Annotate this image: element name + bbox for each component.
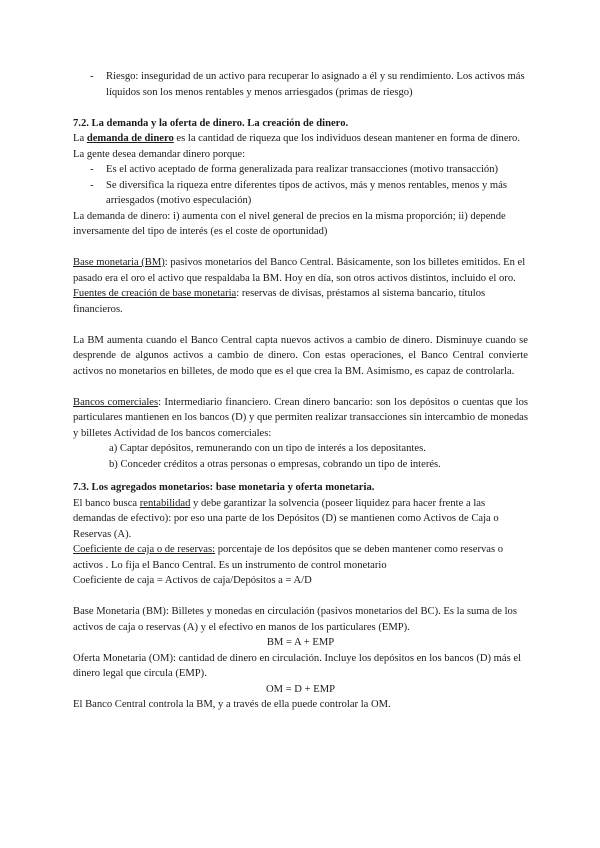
document-page: [73, 69, 528, 713]
intro-prefix: La: [73, 133, 87, 144]
risk-list-item: [73, 69, 528, 100]
reserve-ratio-text: porcentaje de los depósitos que se deben mantener como reservas o activos . Lo fija el Banco Central. Es un instrumento de control monetario: [73, 544, 504, 571]
transaction-motive: Es el activo aceptado de forma generalizada para realizar transacciones (motivo transacción): [106, 164, 499, 175]
list-item: [73, 162, 528, 178]
list-dash: -: [90, 71, 94, 82]
risk-definition: Riesgo: inseguridad de un activo para recuperar lo asignado a él y su rendimiento. Los activos más líquidos son los menos rentables y menos arriesgados (primas de riesgo): [106, 71, 525, 98]
bank-activity-b: b) Conceder créditos a otras personas o empresas, cobrando un tipo de interés.: [109, 458, 441, 470]
commercial-banks-text: : Intermediario financiero. Crean dinero bancario: son los depósitos o cuentas que los particulares mantienen en los bancos (D) y que permiten realizar transacciones sin intercambio de monedas y billetes Actividad de los bancos comerciales:: [73, 396, 529, 439]
sources-term: Fuentes de creación de base monetaria: [73, 288, 237, 299]
money-demand-intro: [73, 131, 528, 162]
monetary-base-aggregate-definition: Base Monetaria (BM): Billetes y monedas en circulación (pasivos monetarios del BC). Es la suma de los activos de caja o reservas (A) y el efectivo en manos de los particulares (EMP).: [73, 606, 517, 633]
profitability-term: rentabilidad: [139, 497, 191, 509]
monetary-base-term: Base monetaria (BM): [73, 257, 165, 268]
section-7-3-title: 7.3. Los agregados monetarios: base monetaria y oferta monetaria.: [73, 482, 375, 493]
bank-prefix: El banco busca: [73, 497, 140, 509]
money-supply-definition: Oferta Monetaria (OM): cantidad de dinero en circulación. Incluye los depósitos en los bancos (D) más el dinero legal que circula (EMP).: [73, 652, 522, 679]
intro-suffix: es la cantidad de riqueza que los individuos desean mantener en forma de dinero. La gente desea demandar dinero porque:: [73, 133, 520, 160]
list-item: [73, 178, 528, 209]
monetary-base-text: : pasivos monetarios del Banco Central. Básicamente, son los billetes emitidos. En el pasado era el oro el activo que respaldaba la BM. Hoy en día, son otros activos distintos, incluido el oro.: [73, 257, 526, 284]
bank-suffix: y debe garantizar la solvencia (poseer liquidez para hacer frente a las demandas de efectivo): por eso una parte de los Depósitos (D) se mantienen como Activos de Caja o Reservas (A).: [73, 497, 499, 540]
list-dash: -: [90, 164, 94, 175]
central-bank-control: El Banco Central controla la BM, y a través de ella puede controlar la OM.: [73, 699, 391, 710]
commercial-banks-term: Bancos comerciales: [73, 396, 159, 408]
bank-solvency-paragraph: [73, 496, 528, 543]
om-formula: OM = D + EMP: [265, 683, 336, 695]
section-7-2-title: 7.2. La demanda y la oferta de dinero. La creación de dinero.: [73, 117, 349, 129]
speculation-motive: Se diversifica la riqueza entre diferentes tipos de activos, más y menos rentables, menos y más arriesgados (motivo especulación): [106, 179, 507, 206]
reserve-ratio-definition: [73, 542, 528, 573]
reserve-ratio-formula: Coeficiente de caja = Activos de caja/Depósitos a = A/D: [73, 575, 312, 586]
commercial-banks-paragraph: [73, 395, 528, 442]
monetary-base-definition: [73, 255, 528, 286]
money-demand-properties: La demanda de dinero: i) aumenta con el nivel general de precios en la misma proporción; ii) depende inversamente del tipo de interés (es el coste de oportunidad): [73, 210, 506, 237]
sources-text: : reservas de divisas, préstamos al sistema bancario, títulos financieros.: [73, 288, 486, 315]
bank-activity-a: a) Captar depósitos, remunerando con un tipo de interés a los depositantes.: [109, 443, 426, 454]
bm-formula: BM = A + EMP: [266, 637, 335, 648]
list-dash: -: [90, 179, 94, 191]
monetary-base-sources: [73, 286, 528, 317]
reserve-ratio-term: Coeficiente de caja o de reservas:: [73, 544, 216, 555]
bm-increase-paragraph: La BM aumenta cuando el Banco Central capta nuevos activos a cambio de dinero. Disminuye cuando se desprende de algunos activos a cambio de dinero. Con estas operaciones, el Banco Central convierte activos no monetarios en billetes, de modo que es el que crea la BM. Asimismo, es capaz de controlarla.: [73, 334, 528, 377]
money-demand-term: demanda de dinero: [86, 133, 174, 144]
